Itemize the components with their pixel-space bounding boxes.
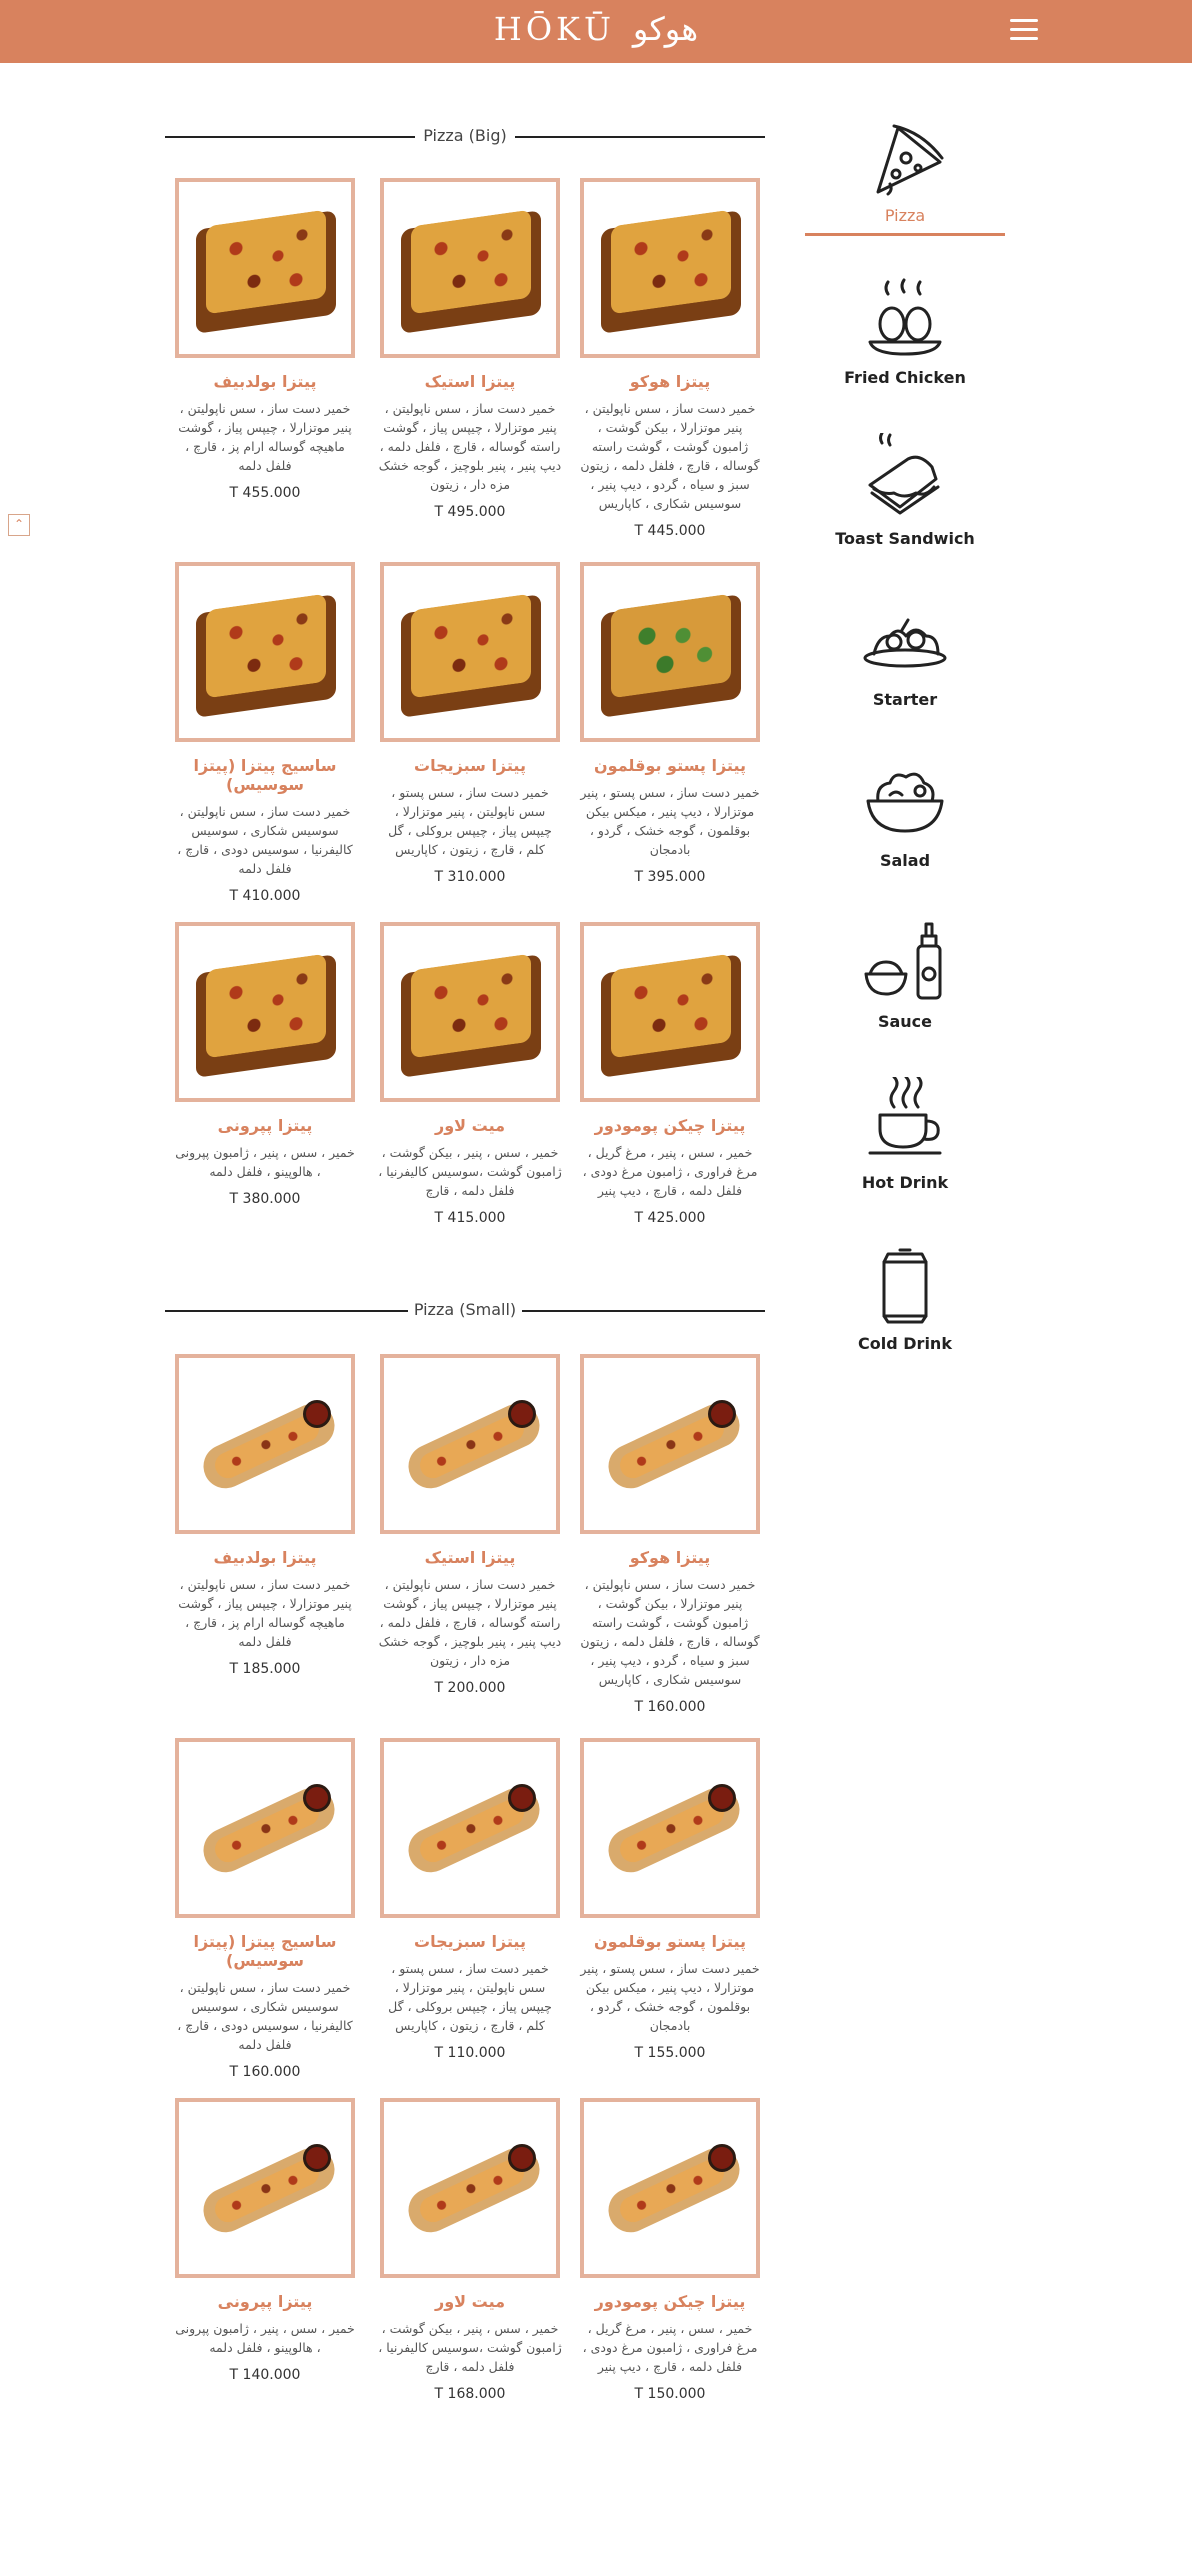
category-sauce[interactable] xyxy=(800,916,1010,1031)
product-name[interactable]: پیتزا هوکو xyxy=(629,1548,711,1567)
product-image[interactable] xyxy=(580,1354,760,1534)
product-price: T 415.000 xyxy=(434,1210,506,1226)
product-description: خمیر ، سس ، پنیر ، بیکن گوشت ، ژامبون گوشت ،سوسیس کالیفرنیا ، فلفل دلمه ، قارچ xyxy=(378,1145,562,1198)
product-name[interactable]: پیتزا سبزیجات xyxy=(414,1932,526,1951)
product-image[interactable] xyxy=(175,562,355,742)
product-price: T 110.000 xyxy=(434,2045,506,2061)
menu-card[interactable] xyxy=(570,562,770,885)
menu-card[interactable] xyxy=(165,922,365,1207)
product-description: خمیر ، سس ، پنیر ، ژامبون پپرونی ، هالوپینو ، فلفل دلمه xyxy=(175,1145,355,1179)
product-description: خمیر ، سس ، پنیر ، مرغ گریل ، مرغ فراوری ، ژامبون مرغ دودی ، فلفل دلمه ، قارچ ، دیپ پنیر xyxy=(582,1145,758,1198)
product-image[interactable] xyxy=(380,178,560,358)
pizza-slice-icon xyxy=(860,110,950,200)
product-description: خمیر دست ساز ، سس پستو ، پنیر موتزارلا ، دیپ پنیر ، میکس بیکن بوقلمون ، گوجه خشک ، گردو ، بادمجان xyxy=(580,785,760,857)
product-description: خمیر دست ساز ، سس ناپولیتن ، پنیر موتزارلا ، بیکن گوشت ، ژامبون گوشت ، گوشت راسته گوساله ، قارچ ، فلفل دلمه ، زیتون سبز و سیاه ، گردو ، دیپ پنیر ، سوسیس شکاری ، کاپاریس xyxy=(580,1577,760,1687)
product-name[interactable]: میت لاور xyxy=(434,1116,505,1135)
product-image[interactable] xyxy=(580,922,760,1102)
hamburger-menu-icon[interactable] xyxy=(1010,19,1038,41)
product-price: T 495.000 xyxy=(434,504,506,520)
product-name[interactable]: پیتزا استیک xyxy=(424,1548,516,1567)
product-image[interactable] xyxy=(380,1738,560,1918)
menu-card[interactable] xyxy=(370,2098,570,2402)
menu-card[interactable] xyxy=(370,562,570,885)
product-image[interactable] xyxy=(580,178,760,358)
section-heading: Pizza (Big) xyxy=(417,126,513,145)
product-price: T 200.000 xyxy=(434,1680,506,1696)
product-description: خمیر دست ساز ، سس ناپولیتن ، پنیر موتزارلا ، چیپس پیاز ، گوشت ماهیچه گوساله ارام پز ، قارچ ، فلفل دلمه xyxy=(178,1577,352,1649)
scroll-top-button[interactable]: ⌃ xyxy=(8,514,30,536)
product-name[interactable]: پیتزا پپرونی xyxy=(217,1116,313,1135)
product-description: خمیر دست ساز ، سس پستو ، سس ناپولیتن ، پنیر موتزارلا ، چیپس پیاز ، چیپس بروکلی ، گل کلم ، قارچ ، زیتون ، کاپاریس xyxy=(388,785,552,857)
sauce-bottle-icon xyxy=(860,916,950,1006)
category-label: Starter xyxy=(872,690,938,709)
menu-card[interactable] xyxy=(570,922,770,1226)
category-fried-chicken[interactable] xyxy=(800,272,1010,387)
active-underline xyxy=(805,233,1005,236)
product-price: T 455.000 xyxy=(229,485,301,501)
category-label: Pizza xyxy=(884,206,926,225)
product-image[interactable] xyxy=(580,2098,760,2278)
menu-card[interactable] xyxy=(165,562,365,904)
product-name[interactable]: ساسیج پیتزا (پیتزا سوسیس) xyxy=(193,756,337,794)
product-name[interactable]: ساسیج پیتزا (پیتزا سوسیس) xyxy=(193,1932,337,1970)
product-name[interactable]: پیتزا بولدبیف xyxy=(213,1548,317,1567)
product-price: T 160.000 xyxy=(634,1699,706,1715)
hot-cup-icon xyxy=(860,1077,950,1167)
product-description: خمیر دست ساز ، سس پستو ، سس ناپولیتن ، پنیر موتزارلا ، چیپس پیاز ، چیپس بروکلی ، گل کلم ، قارچ ، زیتون ، کاپاریس xyxy=(388,1961,552,2033)
starter-plate-icon xyxy=(860,594,950,684)
product-description: خمیر دست ساز ، سس ناپولیتن ، پنیر موتزارلا ، چیپس پیاز ، گوشت راسته گوساله ، قارچ ، فلفل دلمه ، دیپ پنیر ، پنیر بلوچیز ، گوجه خشک مزه دار ، زیتون xyxy=(378,1577,562,1668)
product-description: خمیر دست ساز ، سس پستو ، پنیر موتزارلا ، دیپ پنیر ، میکس بیکن بوقلمون ، گوجه خشک ، گردو ، بادمجان xyxy=(580,1961,760,2033)
menu-card[interactable] xyxy=(570,1738,770,2061)
product-price: T 168.000 xyxy=(434,2386,506,2402)
product-name[interactable]: پیتزا چیکن پومودور xyxy=(594,2292,746,2311)
product-name[interactable]: پیتزا پستو بوقلمون xyxy=(594,1932,746,1951)
product-description: خمیر دست ساز ، سس ناپولیتن ، پنیر موتزارلا ، چیپس پیاز ، گوشت ماهیچه گوساله ارام پز ، قارچ ، فلفل دلمه xyxy=(178,401,352,473)
menu-card[interactable] xyxy=(370,922,570,1226)
product-name[interactable]: پیتزا چیکن پومودور xyxy=(594,1116,746,1135)
category-salad[interactable] xyxy=(800,755,1010,870)
product-image[interactable] xyxy=(580,562,760,742)
menu-card[interactable] xyxy=(570,1354,770,1715)
product-description: خمیر ، سس ، پنیر ، مرغ گریل ، مرغ فراوری ، ژامبون مرغ دودی ، فلفل دلمه ، قارچ ، دیپ پنیر xyxy=(582,2321,758,2374)
top-header xyxy=(0,0,1192,63)
product-price: T 155.000 xyxy=(634,2045,706,2061)
product-image[interactable] xyxy=(580,1738,760,1918)
menu-card[interactable] xyxy=(570,178,770,539)
product-image[interactable] xyxy=(175,1738,355,1918)
logo-latin: HŌKŪ xyxy=(493,10,615,48)
product-image[interactable] xyxy=(175,178,355,358)
product-name[interactable]: پیتزا هوکو xyxy=(629,372,711,391)
product-description: خمیر دست ساز ، سس ناپولیتن ، سوسیس شکاری ، سوسیس کالیفرنیا ، سوسیس دودی ، قارچ ، فلفل دلمه xyxy=(177,804,353,876)
product-price: T 445.000 xyxy=(634,523,706,539)
product-price: T 410.000 xyxy=(229,888,301,904)
category-toast-sandwich[interactable] xyxy=(800,433,1010,548)
category-cold-drink[interactable] xyxy=(800,1238,1010,1353)
category-label: Hot Drink xyxy=(861,1173,949,1192)
category-label: Sauce xyxy=(877,1012,933,1031)
product-price: T 425.000 xyxy=(634,1210,706,1226)
product-price: T 380.000 xyxy=(229,1191,301,1207)
product-image[interactable] xyxy=(380,922,560,1102)
product-image[interactable] xyxy=(175,922,355,1102)
menu-card[interactable] xyxy=(165,178,365,501)
menu-card[interactable] xyxy=(570,2098,770,2402)
product-image[interactable] xyxy=(380,2098,560,2278)
menu-card[interactable] xyxy=(370,178,570,520)
product-image[interactable] xyxy=(380,1354,560,1534)
category-starter[interactable] xyxy=(800,594,1010,709)
product-price: T 150.000 xyxy=(634,2386,706,2402)
product-image[interactable] xyxy=(175,2098,355,2278)
category-label: Fried Chicken xyxy=(844,368,966,387)
menu-card[interactable] xyxy=(165,2098,365,2383)
logo-persian: هوکو xyxy=(632,10,699,48)
product-name[interactable]: پیتزا پپرونی xyxy=(217,2292,313,2311)
product-price: T 140.000 xyxy=(229,2367,301,2383)
product-description: خمیر ، سس ، پنیر ، ژامبون پپرونی ، هالوپینو ، فلفل دلمه xyxy=(175,2321,355,2355)
menu-card[interactable] xyxy=(370,1738,570,2061)
category-hot-drink[interactable] xyxy=(800,1077,1010,1192)
category-label: Salad xyxy=(879,851,931,870)
menu-card[interactable] xyxy=(165,1738,365,2080)
category-label: Toast Sandwich xyxy=(835,529,975,548)
category-pizza[interactable] xyxy=(800,110,1010,236)
soda-can-icon xyxy=(860,1238,950,1328)
menu-card[interactable] xyxy=(165,1354,365,1677)
product-name[interactable]: پیتزا سبزیجات xyxy=(414,756,526,775)
salad-bowl-icon xyxy=(860,755,950,845)
product-image[interactable] xyxy=(175,1354,355,1534)
fried-chicken-icon xyxy=(860,272,950,362)
product-name[interactable]: پیتزا استیک xyxy=(424,372,516,391)
category-label: Cold Drink xyxy=(858,1334,952,1353)
product-price: T 160.000 xyxy=(229,2064,301,2080)
menu-card[interactable] xyxy=(370,1354,570,1696)
section-heading: Pizza (Small) xyxy=(408,1300,522,1319)
product-name[interactable]: پیتزا پستو بوقلمون xyxy=(594,756,746,775)
product-price: T 185.000 xyxy=(229,1661,301,1677)
product-description: خمیر دست ساز ، سس ناپولیتن ، سوسیس شکاری ، سوسیس کالیفرنیا ، سوسیس دودی ، قارچ ، فلفل دلمه xyxy=(177,1980,353,2052)
product-image[interactable] xyxy=(380,562,560,742)
section-title-big xyxy=(165,124,765,148)
product-description: خمیر دست ساز ، سس ناپولیتن ، پنیر موتزارلا ، بیکن گوشت ، ژامبون گوشت ، گوشت راسته گوساله ، قارچ ، فلفل دلمه ، زیتون سبز و سیاه ، گردو ، دیپ پنیر ، سوسیس شکاری ، کاپاریس xyxy=(580,401,760,511)
sandwich-icon xyxy=(860,433,950,523)
product-description: خمیر دست ساز ، سس ناپولیتن ، پنیر موتزارلا ، چیپس پیاز ، گوشت راسته گوساله ، قارچ ، فلفل دلمه ، دیپ پنیر ، پنیر بلوچیز ، گوجه خشک مزه دار ، زیتون xyxy=(378,401,562,492)
product-price: T 310.000 xyxy=(434,869,506,885)
product-description: خمیر ، سس ، پنیر ، بیکن گوشت ، ژامبون گوشت ،سوسیس کالیفرنیا ، فلفل دلمه ، قارچ xyxy=(378,2321,562,2374)
product-name[interactable]: پیتزا بولدبیف xyxy=(213,372,317,391)
product-name[interactable]: میت لاور xyxy=(434,2292,505,2311)
product-price: T 395.000 xyxy=(634,869,706,885)
section-title-small xyxy=(165,1298,765,1322)
